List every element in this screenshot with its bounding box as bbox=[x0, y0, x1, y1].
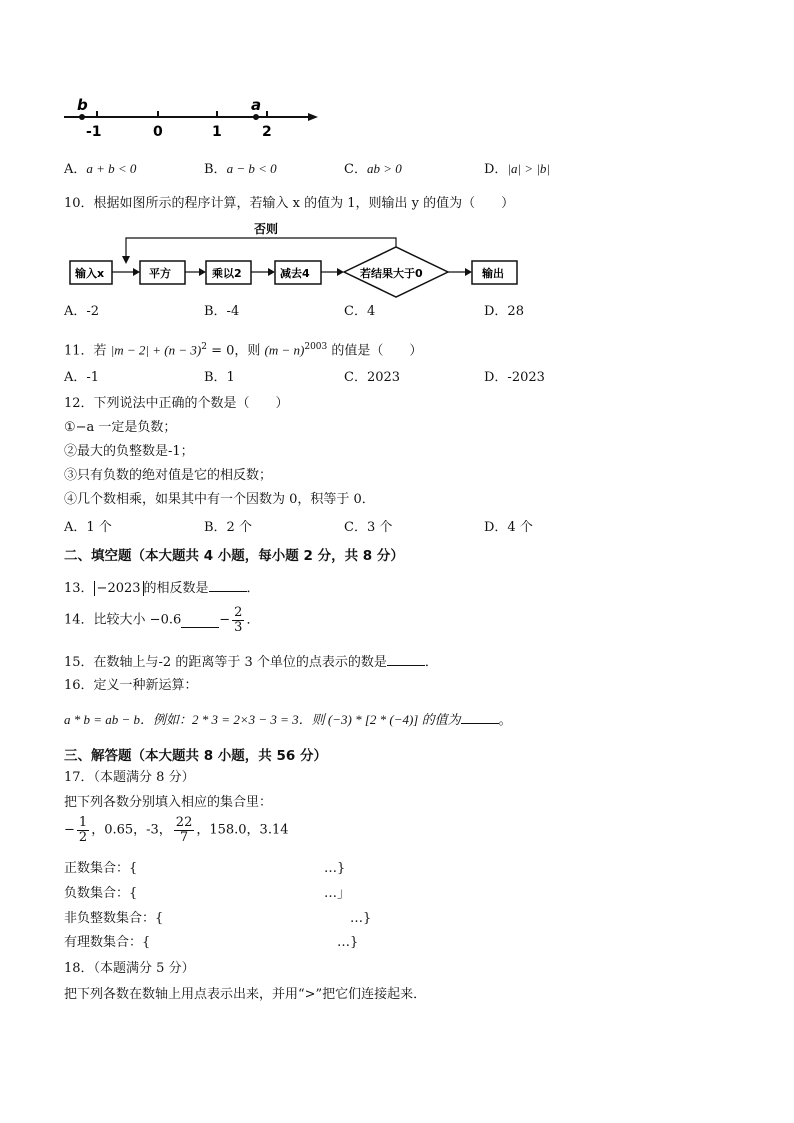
q14-blank[interactable] bbox=[181, 614, 219, 628]
q14-frac-num: 2 bbox=[234, 605, 243, 620]
q12-option-a: A．1 个 bbox=[64, 520, 112, 535]
q17-numbers bbox=[64, 816, 289, 845]
q17-rest2: ，158.0，3.14 bbox=[196, 822, 289, 838]
q14-fraction bbox=[232, 606, 244, 635]
q12-option-b: B．2 个 bbox=[204, 520, 252, 535]
q12-item-4: ④几个数相乘，如果其中有一个因数为 0，积等于 0． bbox=[64, 492, 375, 507]
q13-suffix: 的相反数是 bbox=[143, 581, 209, 596]
set-end: …} bbox=[337, 935, 359, 950]
q18-head: 18．（本题满分 5 分） bbox=[64, 961, 195, 976]
q17-neg: − bbox=[64, 822, 75, 838]
q12-option-c: C．3 个 bbox=[344, 520, 393, 535]
flow-box-square-label: 平方 bbox=[149, 267, 171, 280]
section-3-title: 三、解答题（本大题共 8 小题，共 56 分） bbox=[64, 748, 327, 764]
point-a bbox=[253, 114, 259, 120]
option-expr: ab > 0 bbox=[366, 161, 402, 176]
frac-den: 7 bbox=[179, 830, 189, 845]
flow-box-times2-label: 乘以2 bbox=[212, 267, 242, 280]
flow-arrowhead bbox=[465, 268, 472, 276]
q17-set-positive[interactable] bbox=[64, 860, 364, 878]
q9-option-a bbox=[64, 160, 136, 179]
option-expr: a − b < 0 bbox=[226, 161, 277, 176]
q17-rest1: ，0.65，-3， bbox=[91, 822, 172, 838]
q9-option-b bbox=[204, 160, 277, 179]
option-expr: |a| > |b| bbox=[507, 161, 551, 176]
q16-line bbox=[64, 710, 512, 730]
q13-text bbox=[64, 578, 260, 598]
q11-expr1: |m − 2| + (n − 3) bbox=[110, 342, 202, 358]
q17-frac-2 bbox=[174, 816, 195, 845]
q14-text bbox=[64, 606, 259, 635]
q16-body: a * b = ab − b．例如：2 * 3 = 2×3 − 3 = 3．则 (−3) * [2 * (−4)] 的值为 bbox=[64, 712, 461, 727]
tick-label: 1 bbox=[212, 124, 222, 140]
flow-box-minus4-label: 减去4 bbox=[280, 267, 310, 280]
q11-option-c: C．2023 bbox=[344, 370, 401, 385]
option-letter: D． bbox=[484, 162, 508, 177]
q11-text bbox=[64, 338, 422, 360]
q10-option-b: B．-4 bbox=[204, 304, 240, 319]
q11-prefix: 11．若 bbox=[64, 343, 107, 359]
q15-body: 15．在数轴上与-2 的距离等于 3 个单位的点表示的数是 bbox=[64, 655, 387, 670]
q12-text: 12．下列说法中正确的个数是（ ） bbox=[64, 396, 289, 411]
q9-option-d bbox=[484, 160, 550, 179]
q11-exp1: 2 bbox=[201, 342, 207, 352]
q11-exp2: 2003 bbox=[304, 342, 328, 352]
flow-decision-label: 若结果大于0 bbox=[360, 267, 423, 280]
q14-frac-den: 3 bbox=[234, 620, 243, 635]
set-end: …} bbox=[350, 911, 372, 926]
q11-option-b: B．1 bbox=[204, 370, 235, 385]
flow-box-input-label: 输入x bbox=[75, 267, 105, 280]
q12-item-2: ②最大的负整数是-1； bbox=[64, 444, 194, 459]
q13-abs-expr: −2023 bbox=[94, 581, 144, 596]
q11-option-d: D．-2023 bbox=[484, 370, 545, 385]
tick-label: 0 bbox=[153, 124, 163, 140]
q11-mid: = 0，则 bbox=[206, 343, 261, 359]
tick-label: -1 bbox=[86, 124, 102, 140]
flow-arrowhead bbox=[199, 268, 206, 276]
set-label: 有理数集合：{ bbox=[64, 935, 151, 950]
set-label: 非负整数集合：{ bbox=[64, 911, 164, 926]
option-expr: a + b < 0 bbox=[86, 161, 137, 176]
set-label: 负数集合：{ bbox=[64, 886, 138, 901]
q12-option-d: D．4 个 bbox=[484, 520, 533, 535]
q11-suffix: 的值是（ ） bbox=[331, 343, 423, 359]
set-label: 正数集合：{ bbox=[64, 861, 138, 876]
frac-den: 2 bbox=[78, 830, 88, 845]
q13-blank[interactable] bbox=[209, 578, 247, 592]
q17-set-rational[interactable] bbox=[64, 934, 374, 952]
q16-end: 。 bbox=[498, 713, 512, 728]
option-letter: C． bbox=[344, 162, 367, 177]
flow-arrowhead bbox=[268, 268, 275, 276]
q11-expr2: (m − n) bbox=[264, 342, 305, 358]
flow-arrowhead bbox=[133, 268, 140, 276]
frac-num: 22 bbox=[175, 815, 193, 830]
point-b bbox=[79, 114, 85, 120]
section-2-title: 二、填空题（本大题共 4 小题，每小题 2 分，共 8 分） bbox=[64, 548, 404, 564]
loop-connector bbox=[126, 238, 396, 261]
q16-title: 16．定义一种新运算： bbox=[64, 678, 198, 693]
flow-arrowhead bbox=[337, 268, 344, 276]
tick-label: 2 bbox=[262, 124, 272, 140]
q18-text: 把下列各数在数轴上用点表示出来，并用“>”把它们连接起来． bbox=[64, 987, 427, 1002]
loop-label: 否则 bbox=[254, 222, 279, 236]
q17-frac-1 bbox=[77, 816, 89, 845]
q13-num: 13． bbox=[64, 581, 94, 596]
set-end: …」 bbox=[324, 886, 351, 901]
q15-end: ． bbox=[424, 655, 438, 670]
q16-blank[interactable] bbox=[461, 710, 499, 724]
q14-neg: − bbox=[219, 612, 231, 628]
flowchart bbox=[62, 220, 532, 300]
q12-item-3: ③只有负数的绝对值是它的相反数； bbox=[64, 468, 273, 483]
q11-option-a: A．-1 bbox=[64, 370, 100, 385]
q17-head: 17．（本题满分 8 分） bbox=[64, 770, 195, 785]
q15-text bbox=[64, 652, 438, 672]
number-line-figure bbox=[60, 96, 330, 146]
q9-option-c bbox=[344, 160, 402, 179]
option-letter: A． bbox=[64, 162, 87, 177]
q17-text: 把下列各数分别填入相应的集合里： bbox=[64, 795, 273, 810]
loop-arrow bbox=[122, 256, 130, 264]
set-end: …} bbox=[324, 861, 346, 876]
q10-option-a: A．-2 bbox=[64, 304, 100, 319]
q10-text: 10．根据如图所示的程序计算，若输入 x 的值为 1，则输出 y 的值为（ ） bbox=[64, 196, 515, 211]
q13-end: ． bbox=[246, 581, 260, 596]
q10-option-c: C．4 bbox=[344, 304, 376, 319]
q17-set-nonneg-int[interactable] bbox=[64, 910, 384, 928]
q17-set-negative[interactable] bbox=[64, 885, 364, 903]
option-letter: B． bbox=[204, 162, 227, 177]
q10-option-d: D．28 bbox=[484, 304, 524, 319]
flow-box-output-label: 输出 bbox=[482, 267, 504, 280]
q14-end: ． bbox=[246, 612, 260, 628]
label-b: b bbox=[77, 96, 88, 114]
q14-prefix: 14．比较大小 −0.6 bbox=[64, 612, 182, 628]
frac-num: 1 bbox=[78, 815, 88, 830]
number-line-arrow bbox=[308, 113, 318, 121]
q12-item-1: ①−a 一定是负数； bbox=[64, 420, 177, 435]
label-a: a bbox=[251, 96, 262, 114]
q15-blank[interactable] bbox=[387, 652, 425, 666]
